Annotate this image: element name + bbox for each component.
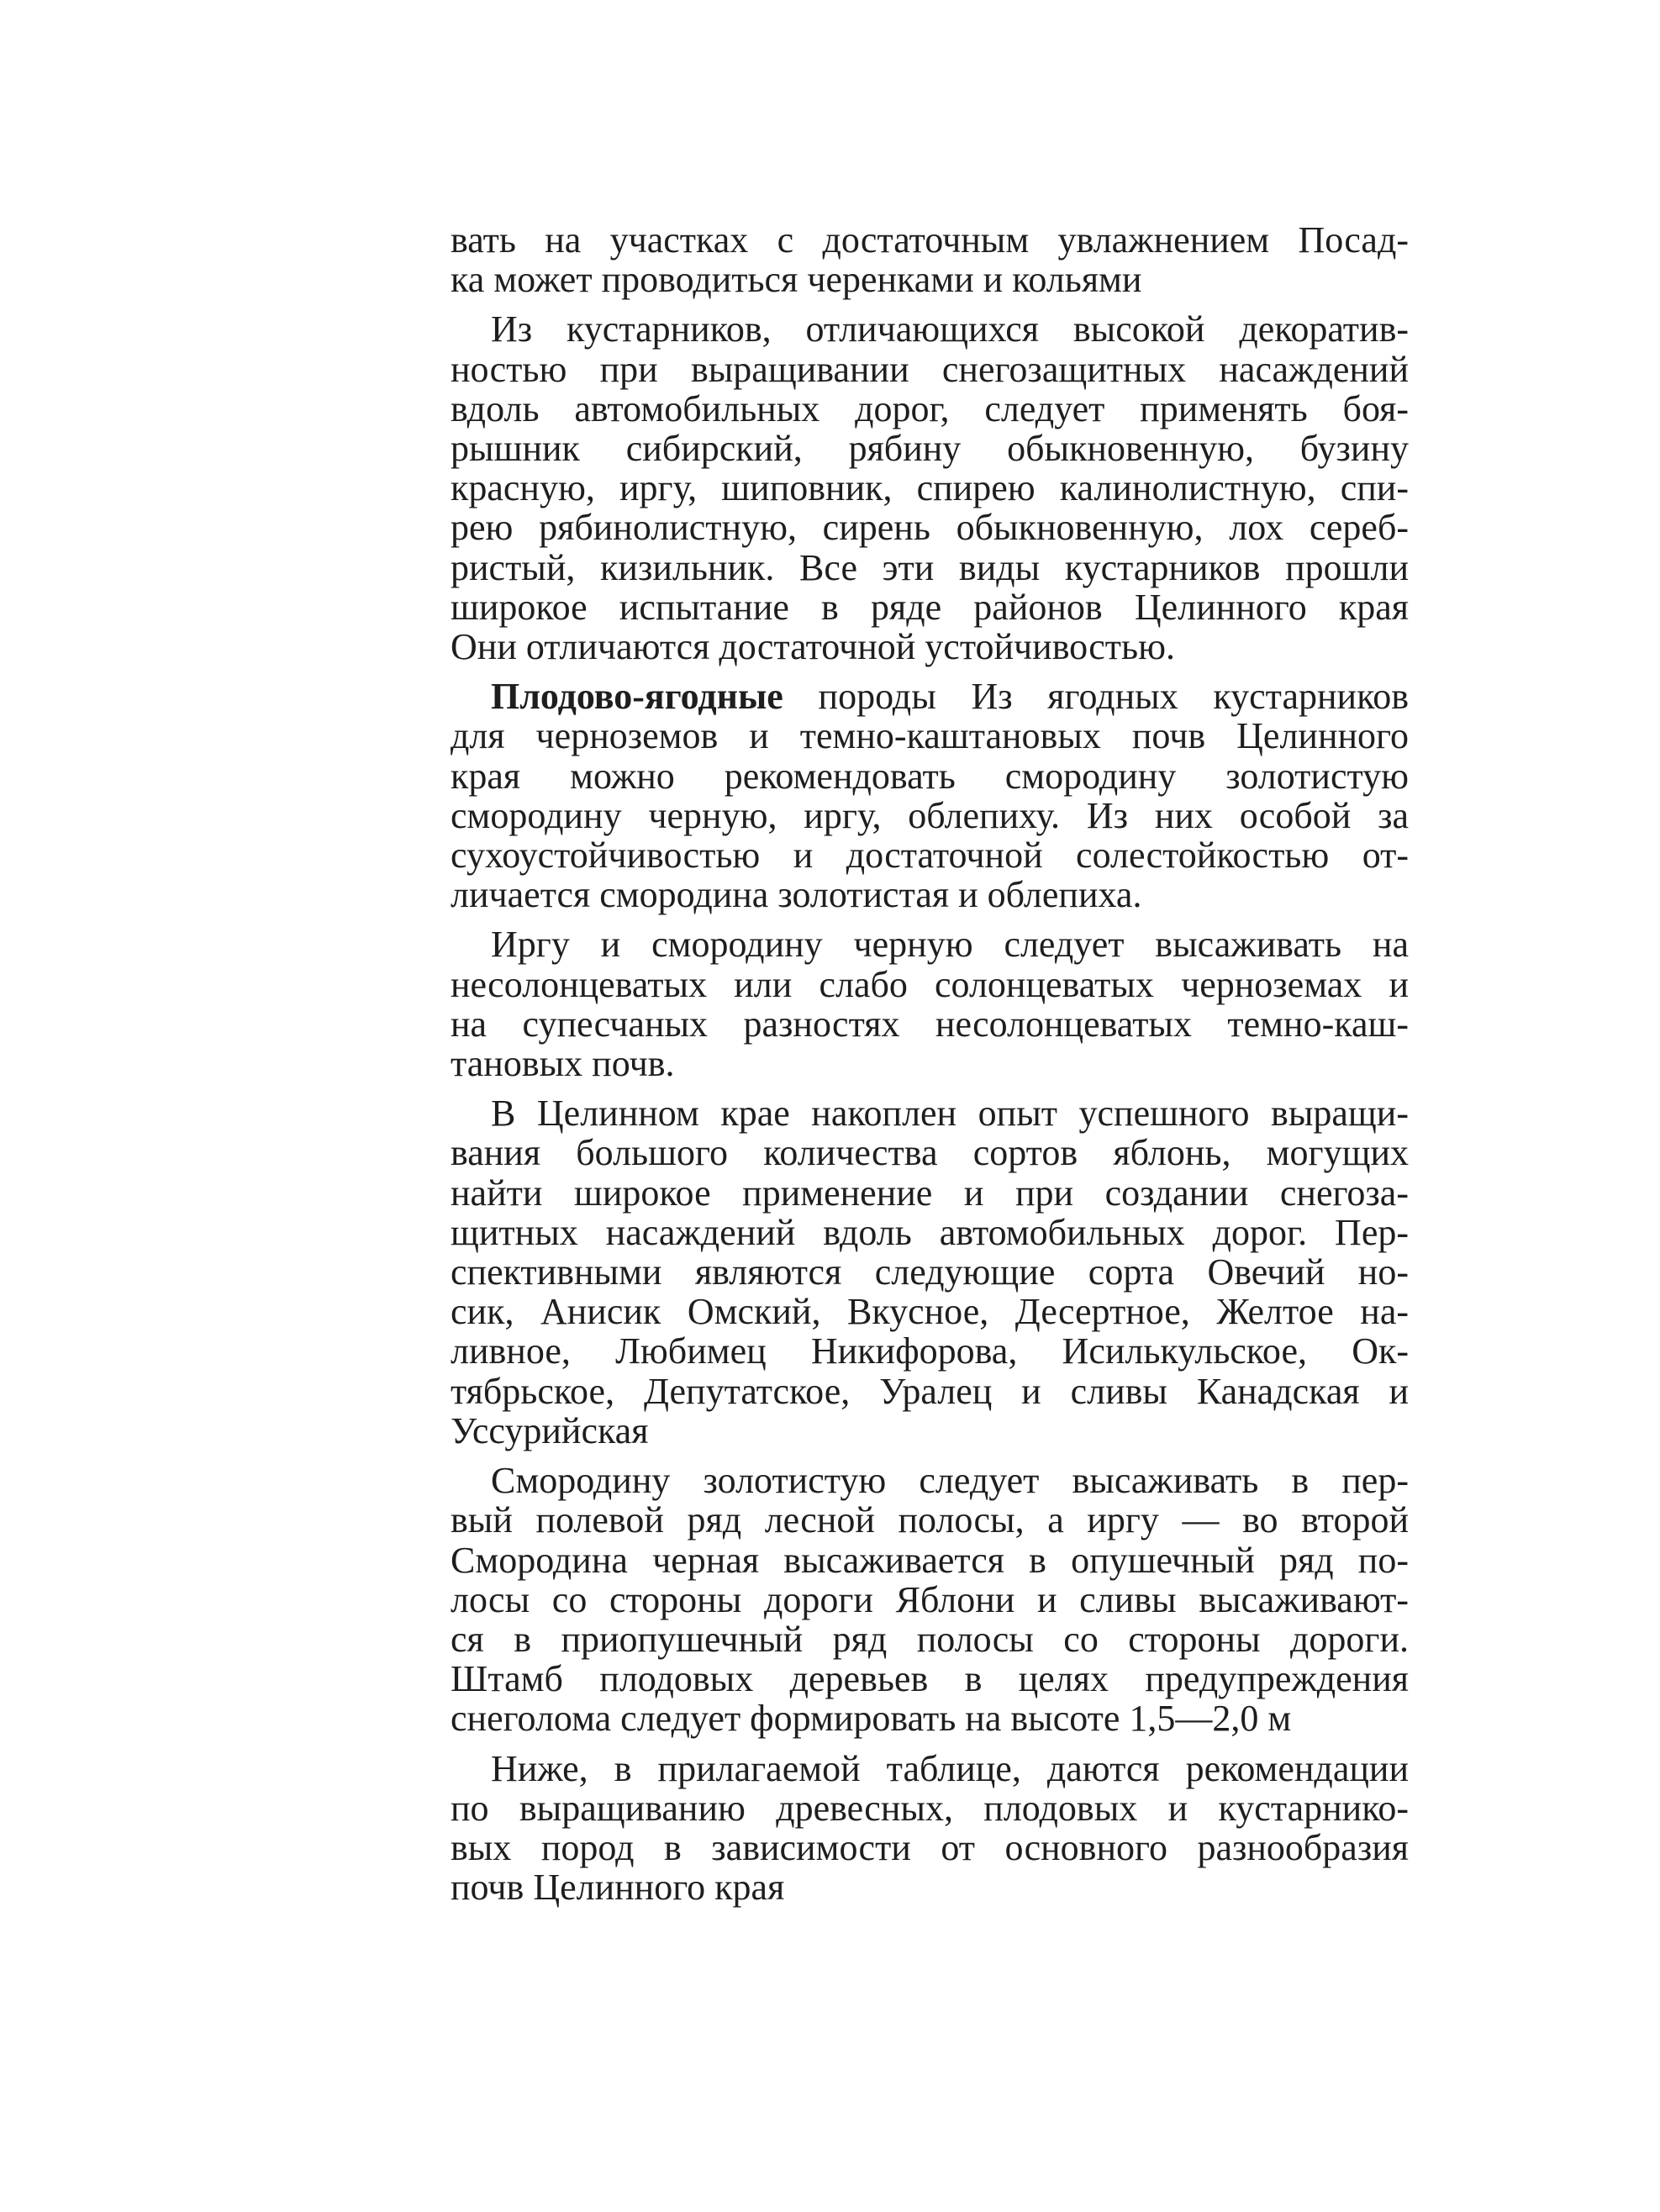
- text-line: снеголома следует формировать на высоте 1,5—2,0 м: [451, 1698, 1292, 1740]
- text-line: щитных насаждений вдоль автомобильных дорог. Пер-: [451, 1211, 1409, 1253]
- text-line: вания большого количества сортов яблонь, могущих: [451, 1132, 1409, 1174]
- text-line: ностью при выращивании снегозащитных насаждений: [451, 348, 1409, 390]
- text-line: рею рябинолистную, сирень обыкновенную, лох сереб-: [451, 507, 1409, 549]
- text-line: личается смородина золотистая и облепиха.: [451, 874, 1142, 916]
- paragraph-shrubs: [451, 309, 1409, 666]
- text-line: рышник сибирский, рябину обыкновенную, бузину: [451, 428, 1409, 470]
- text-line: лосы со стороны дороги Яблони и сливы высаживают-: [451, 1578, 1409, 1620]
- text-line: Смородину золотистую следует высаживать в пер-: [491, 1460, 1409, 1502]
- text-column: [451, 220, 1409, 1907]
- paragraph-fruit-berry: [451, 677, 1409, 914]
- text-line: на супесчаных разностях несолонцеватых темно-каш-: [451, 1003, 1409, 1045]
- text-line: смородину черную, иргу, облепиху. Из них особой за: [451, 794, 1409, 836]
- text-line: [451, 677, 1409, 716]
- text-line: тановых почв.: [451, 1043, 675, 1085]
- text-line: Они отличаются достаточной устойчивостью.: [451, 626, 1175, 668]
- text-line: спективными являются следующие сорта Овечий но-: [451, 1251, 1409, 1293]
- text-line: широкое испытание в ряде районов Целинного края: [451, 586, 1409, 628]
- text-line: почв Целинного края: [451, 1867, 785, 1909]
- text-line: Штамб плодовых деревьев в целях предупреждения: [451, 1658, 1409, 1700]
- text-line: вых пород в зависимости от основного разнообразия: [451, 1826, 1409, 1868]
- text-line: ся в приопушечный ряд полосы со стороны дороги.: [451, 1618, 1409, 1660]
- text-line: ристый, кизильник. Все эти виды кустарников прошли: [451, 546, 1409, 588]
- text-line: найти широкое применение и при создании снегоза-: [451, 1172, 1409, 1214]
- text-line: сухоустойчивостью и достаточной солестойкостью от-: [451, 835, 1409, 877]
- text-line: красную, иргу, шиповник, спирею калинолистную, спи-: [451, 467, 1409, 509]
- text-line: ка может проводиться черенками и кольями: [451, 259, 1142, 301]
- text-line: по выращиванию древесных, плодовых и кустарнико-: [451, 1787, 1409, 1829]
- paragraph-continuation: [451, 220, 1409, 299]
- text-line: вый полевой ряд лесной полосы, а иргу — во второй: [451, 1499, 1409, 1541]
- paragraph-apple-varieties: [451, 1093, 1409, 1451]
- text-line: Смородина черная высаживается в опушечный ряд по-: [451, 1539, 1409, 1581]
- text-line: тябрьское, Депутатское, Уралец и сливы Канадская и: [451, 1370, 1409, 1412]
- text-line: Ниже, в прилагаемой таблице, даются рекомендации: [491, 1747, 1409, 1789]
- text-line: сик, Анисик Омский, Вкусное, Десертное, Желтое на-: [451, 1291, 1409, 1333]
- text-line: края можно рекомендовать смородину золотистую: [451, 755, 1409, 797]
- text-line: Уссурийская: [451, 1409, 649, 1451]
- paragraph-row-placement: [451, 1461, 1409, 1738]
- text-line: вдоль автомобильных дорог, следует применять боя-: [451, 387, 1409, 429]
- paragraph-table-reference: [451, 1749, 1409, 1908]
- run-in-heading: Плодово-ягодные: [491, 676, 783, 718]
- text-line: несолонцеватых или слабо солонцеватых черноземах и: [451, 963, 1409, 1005]
- text-line: В Целинном крае накоплен опыт успешного выращи-: [491, 1093, 1409, 1135]
- paragraph-planting-soils: [451, 924, 1409, 1083]
- text-line: для черноземов и темно-каштановых почв Целинного: [451, 715, 1409, 757]
- heading-line-rest: породы Из ягодных кустарников: [783, 676, 1409, 718]
- text-line: вать на участках с достаточным увлажнением Посад-: [451, 219, 1409, 261]
- text-line: Из кустарников, отличающихся высокой декоратив-: [491, 308, 1409, 350]
- text-line: Иргу и смородину черную следует высаживать на: [491, 924, 1409, 966]
- text-line: ливное, Любимец Никифорова, Исилькульское, Ок-: [451, 1330, 1409, 1372]
